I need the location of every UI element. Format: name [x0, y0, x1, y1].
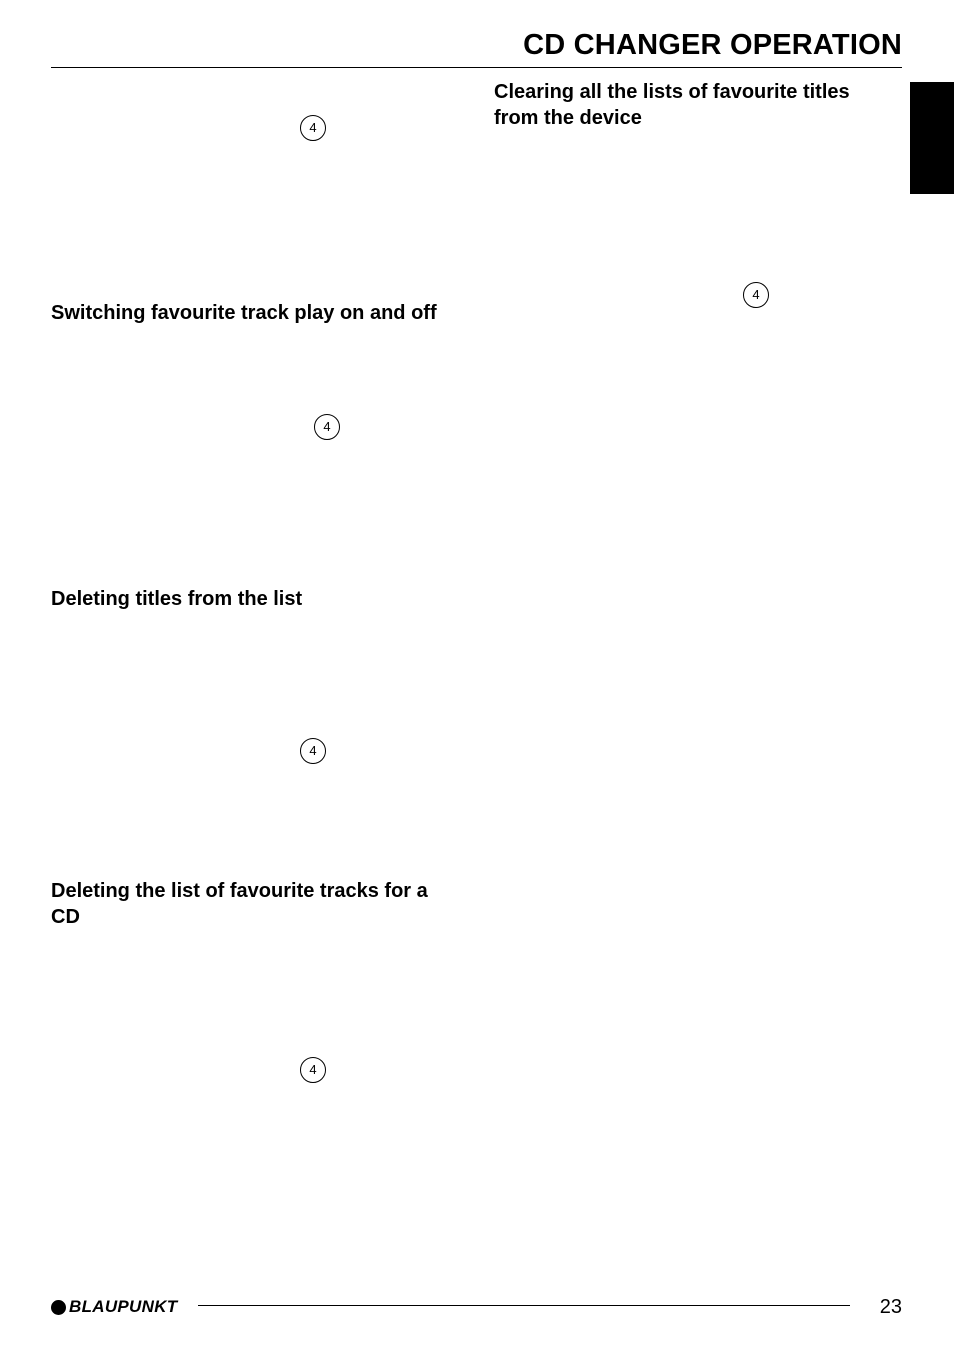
chapter-edge-tab: [910, 82, 954, 194]
button-callout-4: 4: [300, 1057, 326, 1083]
brand-name: BLAUPUNKT: [69, 1297, 178, 1316]
button-callout-4: 4: [300, 738, 326, 764]
button-callout-4: 4: [743, 282, 769, 308]
heading-clear-all-lists: Clearing all the lists of favourite titles from the device: [494, 81, 850, 129]
button-callout-4: 4: [300, 115, 326, 141]
logo-dot-icon: [51, 1300, 66, 1315]
brand-logo: [51, 1296, 177, 1318]
page-title: CD CHANGER OPERATION: [523, 29, 902, 61]
heading-switch-favourite-play: Switching favourite track play on and off: [51, 302, 437, 324]
title-divider: [51, 67, 902, 68]
footer-divider: [198, 1305, 850, 1306]
page-number: 23: [879, 1296, 902, 1318]
button-callout-4: 4: [314, 414, 340, 440]
heading-delete-cd-list: Deleting the list of favourite tracks for a CD: [51, 880, 428, 928]
heading-delete-titles: Deleting titles from the list: [51, 588, 303, 610]
